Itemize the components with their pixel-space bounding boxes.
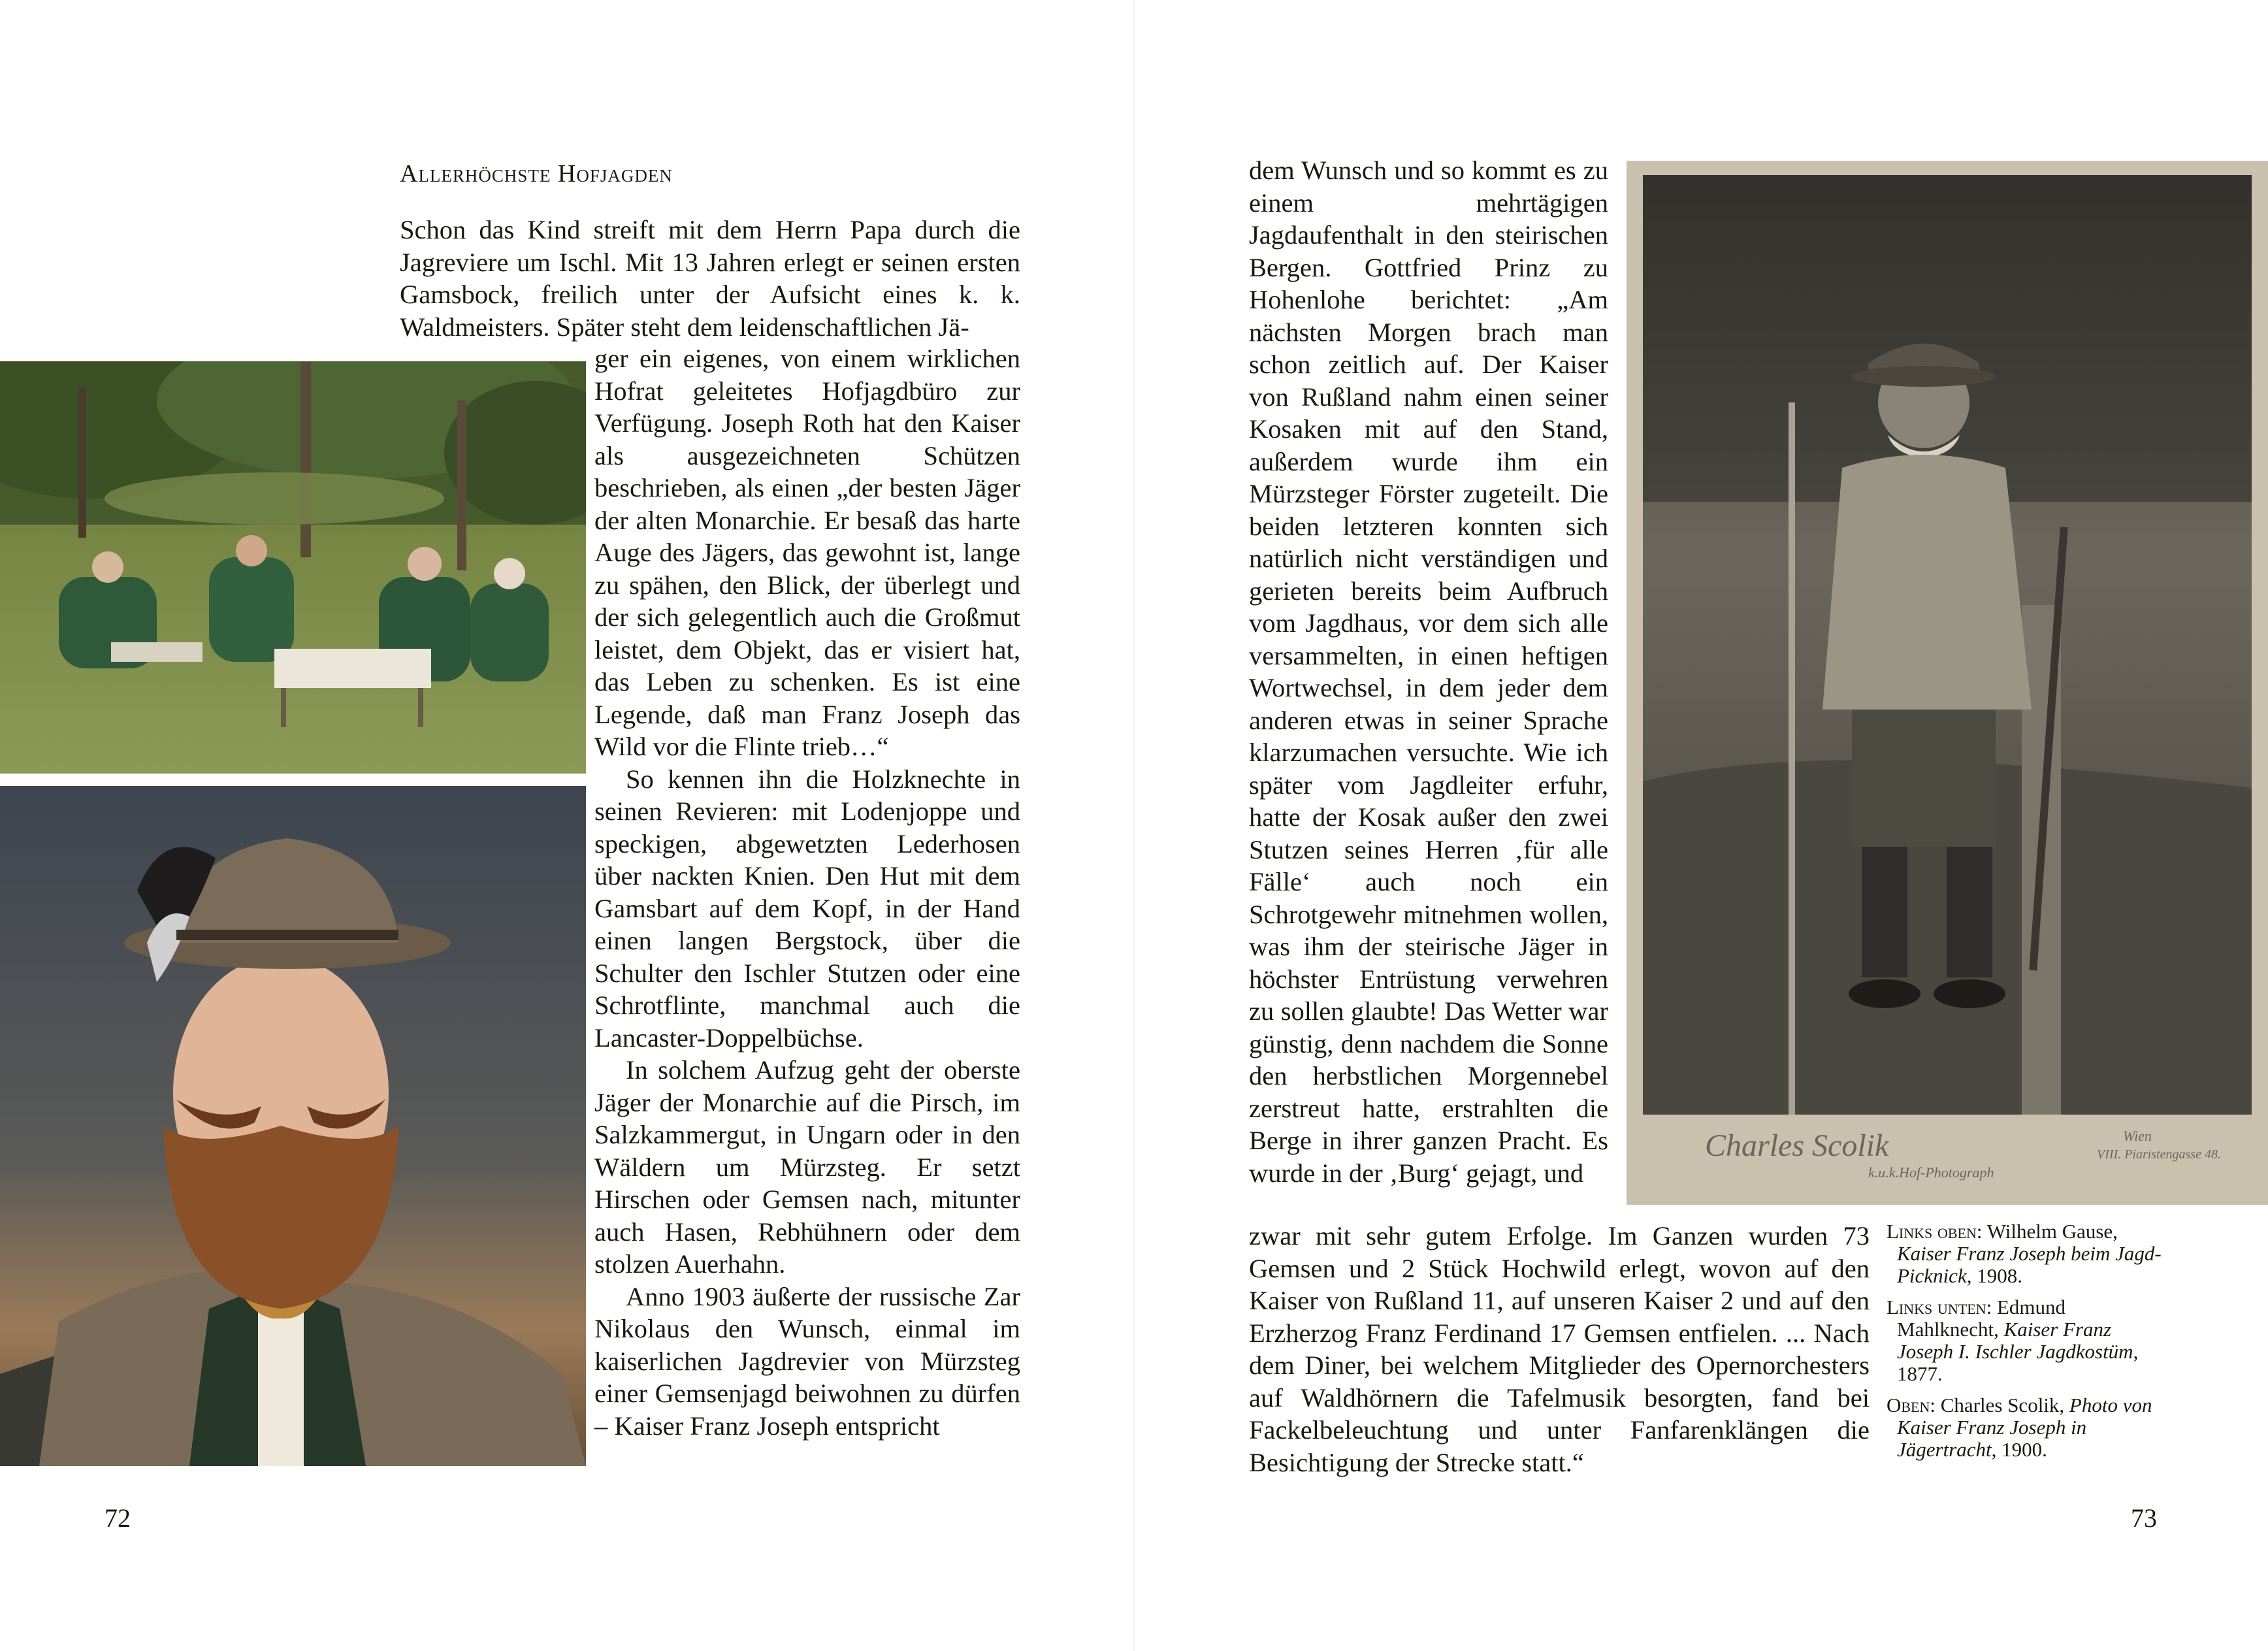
running-head: Allerhöchste Hofjagden xyxy=(400,160,673,188)
paragraph: ger ein eigenes, von einem wirklichen Hofrat geleitetes Hofjagdbüro zur Verfügung. Joseph Roth hat den Kaiser als ausgezeichneten Schützen beschrieben, als einen „der besten Jäger der alten Monarchie. Er besaß das harte Auge des Jägers, das gewohnt ist, lange zu spähen, den Blick, der überlegt und der sich gelegentlich auch die Großmut leistet, dem Objekt, das er visiert hat, das Leben zu schenken. Es ist eine Legende, daß man Franz Joseph das Wild vor die Flinte trieb…“ xyxy=(594,344,1020,761)
page-gutter xyxy=(1133,0,1135,1651)
paragraph: zwar mit sehr gutem Erfolge. Im Ganzen wurden 73 Gemsen und 2 Stück Hochwild erlegt, wovon auf den Kaiser von Rußland 11, auf unseren Kaiser 2 und auf den Erzherzog Franz Ferdinand 17 Gemsen entfielen. ... Nach dem Diner, bei welchem Mitglieder des Opernorchesters auf Waldhörnern die Tafelmusik besorgten, fand bei Fackelbeleuchtung und unter Fanfarenklängen die Besichtigung der Strecke statt.“ xyxy=(1249,1221,1870,1477)
text-column-right-narrow xyxy=(1249,154,1608,1189)
paragraph: In solchem Aufzug geht der oberste Jäger der Monarchie auf die Pirsch, im Salzkammergut, in Ungarn oder in den Wäldern um Mürzsteg. Er setzt Hirschen oder Gemsen nach, mitunter auch Hasen, Rebhühnern oder dem stolzen Auerhahn. xyxy=(594,1055,1020,1279)
paragraph: So kennen ihn die Holzknechte in seinen Revieren: mit Lodenjoppe und speckigen, abgewetzten Lederhosen über nackten Knien. Den Hut mit dem Gamsbart auf dem Kopf, in der Hand einen langen Bergstock, über die Schulter den Ischler Stutzen oder eine Schrotflinte, manchmal auch die Lancaster-Doppelbüchse. xyxy=(594,764,1020,1053)
caption: Links oben: Wilhelm Gause, Kaiser Franz Joseph beim Jagd-Picknick, 1908. xyxy=(1887,1220,2162,1287)
paragraph: Anno 1903 äußerte der russische Zar Nikolaus den Wunsch, einmal im kaiserlichen Jagdrevier von Mürzsteg einer Gemsenjagd beiwohnen zu dürfen – Kaiser Franz Joseph entspricht xyxy=(594,1281,1020,1441)
imprint-address: VIII. Piaristengasse 48. xyxy=(2097,1147,2221,1162)
photo-imprint xyxy=(1705,1121,2228,1180)
portrait-hunting-costume xyxy=(0,786,586,1466)
paragraph: Schon das Kind streift mit dem Herrn Papa durch die Jagreviere um Ischl. Mit 13 Jahren erlegt er seinen ersten Gamsbock, freilich unter der Aufsicht eines k. k. Waldmeisters. Später steht dem leidenschaftlichen Jä- xyxy=(400,215,1020,342)
caption-column xyxy=(1887,1220,2163,1470)
imprint-city: Wien xyxy=(2123,1128,2152,1144)
page-number-right: 73 xyxy=(2131,1503,2157,1533)
page-number-left: 72 xyxy=(105,1503,131,1533)
painting-hunting-picnic xyxy=(0,361,586,774)
photo-emperor-hunting-attire xyxy=(1627,161,2268,1205)
text-column-right-wide xyxy=(1249,1220,1870,1479)
caption: Oben: Charles Scolik, Photo von Kaiser Franz Joseph in Jägertracht, 1900. xyxy=(1887,1394,2152,1461)
text-block-top xyxy=(400,214,1020,343)
caption: Links unten: Edmund Mahlknecht, Kaiser Franz Joseph I. Ischler Jagdkostüm, 1877. xyxy=(1887,1296,2139,1385)
imprint-subtitle: k.u.k.Hof-Photograph xyxy=(1868,1164,1994,1181)
imprint-studio: Charles Scolik xyxy=(1705,1128,1889,1163)
text-column-left xyxy=(594,342,1020,1442)
paragraph: dem Wunsch und so kommt es zu einem mehrtägigen Jagdaufenthalt in den steirischen Bergen. Gottfried Prinz zu Hohenlohe berichtet: „Am nächsten Morgen brach man schon zeitlich auf. Der Kaiser von Rußland nahm einen seiner Kosaken mit auf den Stand, außerdem wurde ihm ein Mürzsteger Förster zugeteilt. Die beiden letzteren konnten sich natürlich nicht verständigen und gerieten bereits beim Aufbruch vom Jagdhaus, vor dem sich alle versammelten, in einen heftigen Wortwechsel, in dem jeder dem anderen etwas in seiner Sprache klarzumachen versuchte. Wie ich später vom Jagdleiter erfuhr, hatte der Kosak außer den zwei Stutzen seines Herren ‚für alle Fälle‘ auch noch ein Schrotgewehr mitnehmen wollen, was ihm der steirische Jäger in höchster Entrüstung verwehren zu sollen glaubte! Das Wetter war günstig, denn nachdem die Sonne den herbstlichen Morgennebel zerstreut hatte, erstrahlten die Berge in ihrer ganzen Pracht. Es wurde in der ‚Burg‘ gejagt, und xyxy=(1249,155,1608,1188)
